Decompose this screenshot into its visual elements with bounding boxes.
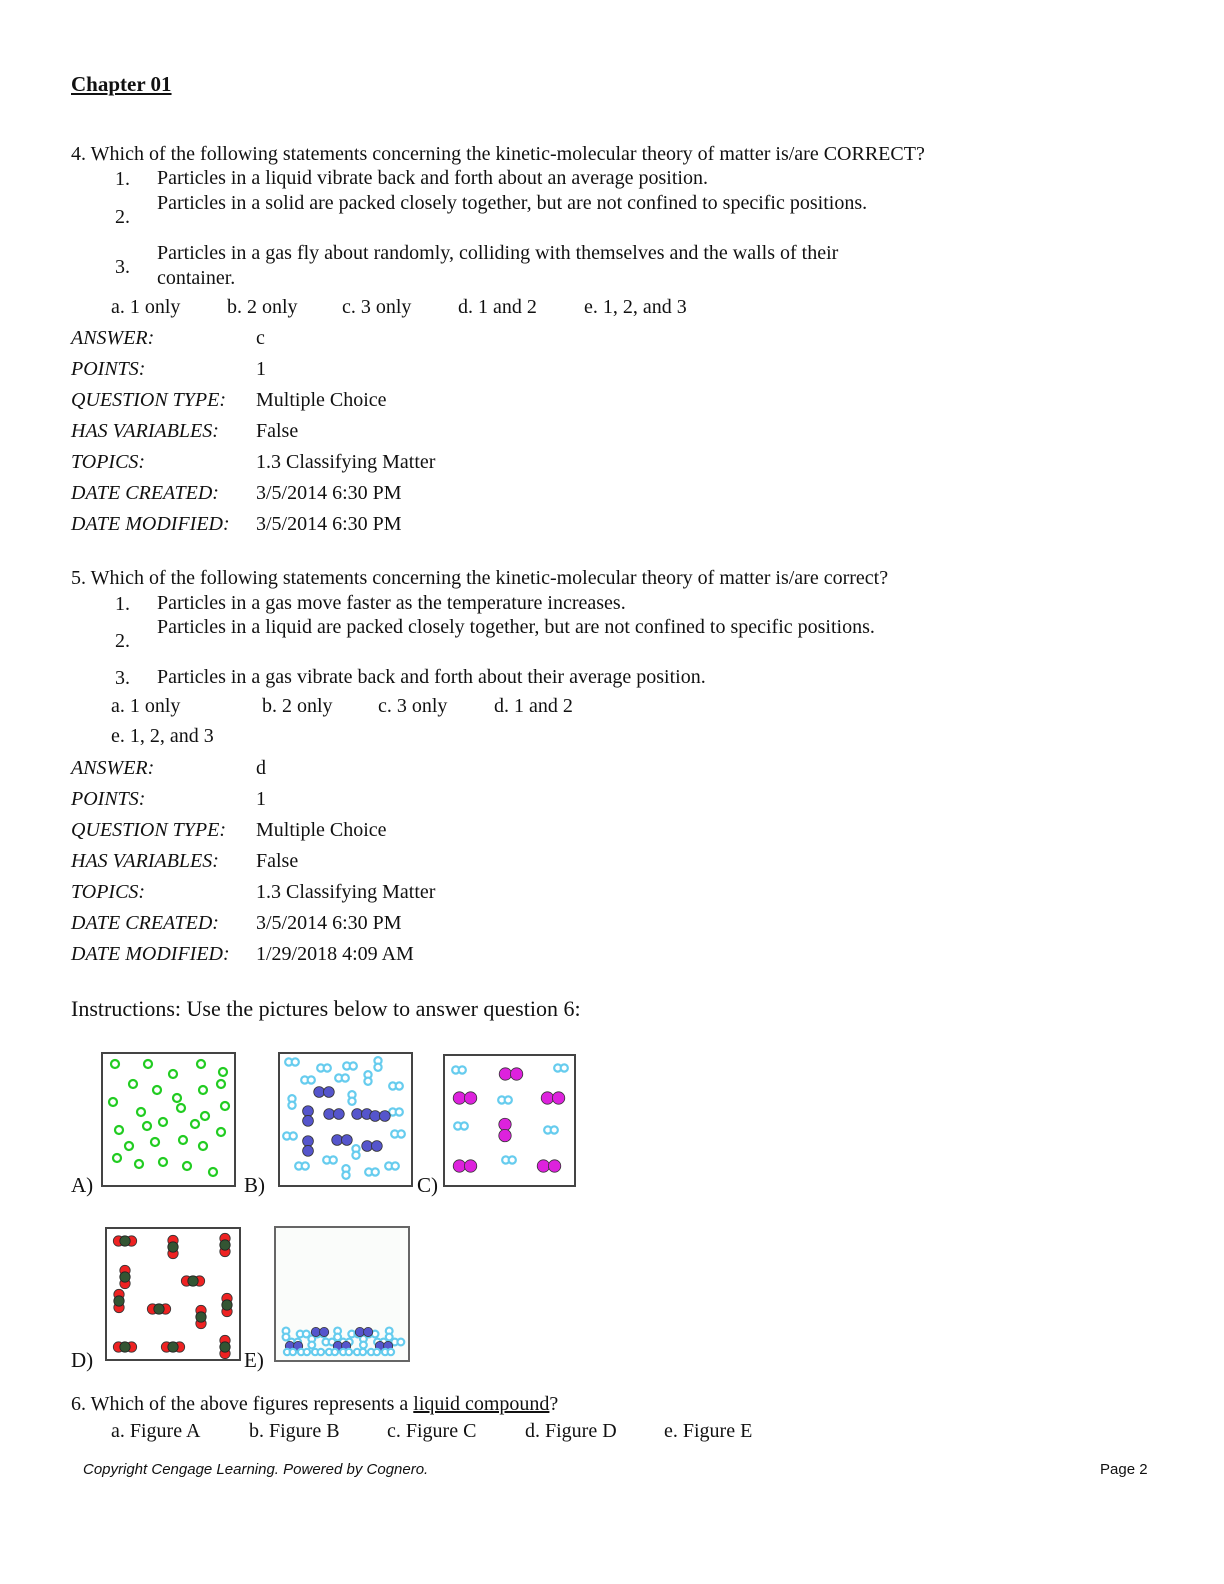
q5-points-label: POINTS: — [71, 788, 146, 810]
dark-blue-molecule — [323, 1087, 334, 1098]
light-blue-molecule — [374, 1349, 380, 1355]
q4-question-type-label: QUESTION TYPE: — [71, 389, 227, 411]
q5-item-3-text: Particles in a gas vibrate back and forth about their average position. — [157, 666, 706, 688]
q6-stem-end: ? — [549, 1393, 559, 1415]
magenta-molecule — [453, 1092, 465, 1104]
dark-blue-molecule — [352, 1109, 363, 1120]
magenta-molecule — [541, 1092, 553, 1104]
figure-d — [105, 1227, 241, 1361]
green-atom — [129, 1080, 137, 1088]
light-blue-molecule — [364, 1078, 371, 1085]
dark-blue-molecule — [355, 1327, 364, 1336]
green-atom — [169, 1070, 177, 1078]
magenta-molecule — [537, 1160, 549, 1172]
green-atom — [144, 1060, 152, 1068]
q4-topics-value: 1.3 Classifying Matter — [256, 451, 436, 473]
dark-atom — [222, 1300, 232, 1310]
dark-atom — [154, 1304, 164, 1314]
instructions-text: Instructions: Use the pictures below to answer question 6: — [71, 996, 581, 1021]
q4-item-1-number: 1. — [115, 168, 130, 190]
q5-topics-label: TOPICS: — [71, 881, 146, 903]
magenta-molecule — [510, 1068, 522, 1080]
light-blue-molecule — [551, 1126, 558, 1133]
q5-date-modified-value: 1/29/2018 4:09 AM — [256, 943, 414, 965]
magenta-molecule — [499, 1118, 511, 1130]
light-blue-molecule — [330, 1156, 337, 1163]
q6-stem-underlined: liquid compound — [413, 1393, 550, 1415]
q6-stem-start: 6. Which of the above figures represents a — [71, 1393, 414, 1415]
light-blue-molecule — [308, 1342, 315, 1349]
dark-blue-molecule — [341, 1135, 352, 1146]
q5-has-variables-value: False — [256, 850, 299, 872]
green-atom — [153, 1086, 161, 1094]
q5-item-1-text: Particles in a gas move faster as the temperature increases. — [157, 592, 626, 614]
dark-atom — [120, 1272, 130, 1282]
q5-item-2-number: 2. — [115, 630, 130, 652]
light-blue-molecule — [505, 1096, 512, 1103]
q4-has-variables-value: False — [256, 420, 299, 442]
dark-atom — [120, 1236, 130, 1246]
light-blue-molecule — [360, 1342, 367, 1349]
dark-blue-molecule — [311, 1327, 320, 1336]
light-blue-molecule — [290, 1132, 297, 1139]
magenta-molecule — [464, 1092, 476, 1104]
q4-item-2-number: 2. — [115, 206, 130, 228]
q4-date-created-value: 3/5/2014 6:30 PM — [256, 482, 402, 504]
q6-choice-c: c. Figure C — [387, 1420, 477, 1442]
light-blue-molecule — [342, 1172, 349, 1179]
q5-choice-c: c. 3 only — [378, 695, 448, 717]
light-blue-molecule — [318, 1349, 324, 1355]
q4-date-created-label: DATE CREATED: — [71, 482, 219, 504]
dark-blue-molecule — [362, 1141, 373, 1152]
green-atom — [115, 1126, 123, 1134]
q6-choice-d: d. Figure D — [525, 1420, 617, 1442]
dark-atom — [188, 1276, 198, 1286]
light-blue-molecule — [509, 1156, 516, 1163]
dark-atom — [220, 1240, 230, 1250]
green-atom — [143, 1122, 151, 1130]
q4-choice-d: d. 1 and 2 — [458, 296, 537, 318]
q4-choice-b: b. 2 only — [227, 296, 298, 318]
figure-a-label: A) — [71, 1173, 94, 1197]
dark-blue-molecule — [303, 1115, 314, 1126]
q5-answer-label: ANSWER: — [71, 757, 155, 779]
green-atom — [199, 1086, 207, 1094]
light-blue-molecule — [374, 1064, 381, 1071]
green-atom — [173, 1094, 181, 1102]
dark-atom — [196, 1312, 206, 1322]
q4-points-value: 1 — [256, 358, 266, 380]
light-blue-molecule — [346, 1349, 352, 1355]
q5-question-type-label: QUESTION TYPE: — [71, 819, 227, 841]
q4-topics-label: TOPICS: — [71, 451, 146, 473]
light-blue-molecule — [397, 1339, 404, 1346]
dark-blue-molecule — [324, 1109, 335, 1120]
q6-choice-b: b. Figure B — [249, 1420, 340, 1442]
question-4-stem: 4. Which of the following statements concerning the kinetic-molecular theory of matter is/are CORRECT? — [71, 143, 925, 165]
light-blue-molecule — [396, 1082, 403, 1089]
green-atom — [199, 1142, 207, 1150]
q4-points-label: POINTS: — [71, 358, 146, 380]
q4-choice-a: a. 1 only — [111, 296, 181, 318]
light-blue-molecule — [308, 1076, 315, 1083]
dark-atom — [220, 1342, 230, 1352]
light-blue-molecule — [372, 1168, 379, 1175]
green-atom — [221, 1102, 229, 1110]
q6-choice-e: e. Figure E — [664, 1420, 753, 1442]
magenta-molecule — [464, 1160, 476, 1172]
q4-item-2-text: Particles in a solid are packed closely together, but are not confined to specific positions. — [157, 192, 868, 214]
q4-item-3-number: 3. — [115, 256, 130, 278]
figure-d-label: D) — [71, 1348, 94, 1372]
green-atom — [125, 1142, 133, 1150]
footer-copyright: Copyright Cengage Learning. Powered by Cognero. — [83, 1461, 429, 1478]
dark-atom — [168, 1242, 178, 1252]
question-5-stem: 5. Which of the following statements concerning the kinetic-molecular theory of matter is/are correct? — [71, 567, 889, 589]
green-atom — [177, 1104, 185, 1112]
light-blue-molecule — [388, 1349, 394, 1355]
q5-choice-a: a. 1 only — [111, 695, 181, 717]
q4-has-variables-label: HAS VARIABLES: — [71, 420, 219, 442]
light-blue-molecule — [348, 1098, 355, 1105]
green-atom — [217, 1128, 225, 1136]
q4-item-1-text: Particles in a liquid vibrate back and forth about an average position. — [157, 167, 708, 189]
q4-answer-label: ANSWER: — [71, 327, 155, 349]
q5-topics-value: 1.3 Classifying Matter — [256, 881, 436, 903]
question-6-stem — [71, 1392, 558, 1416]
light-blue-molecule — [304, 1349, 310, 1355]
light-blue-molecule — [292, 1058, 299, 1065]
dark-blue-molecule — [303, 1145, 314, 1156]
magenta-molecule — [552, 1092, 564, 1104]
green-atom — [209, 1168, 217, 1176]
q5-item-1-number: 1. — [115, 593, 130, 615]
q5-points-value: 1 — [256, 788, 266, 810]
q4-choice-c: c. 3 only — [342, 296, 412, 318]
magenta-molecule — [499, 1068, 511, 1080]
green-atom — [109, 1098, 117, 1106]
light-blue-molecule — [302, 1162, 309, 1169]
dark-blue-molecule — [333, 1109, 344, 1120]
q4-choice-e: e. 1, 2, and 3 — [584, 296, 687, 318]
light-blue-molecule — [332, 1349, 338, 1355]
green-atom — [191, 1120, 199, 1128]
dark-blue-molecule — [332, 1135, 343, 1146]
magenta-molecule — [453, 1160, 465, 1172]
green-atom — [113, 1154, 121, 1162]
q4-item-3-text: Particles in a gas fly about randomly, colliding with themselves and the walls of their container. — [157, 242, 839, 289]
green-atom — [137, 1108, 145, 1116]
q5-has-variables-label: HAS VARIABLES: — [71, 850, 219, 872]
green-atom — [179, 1136, 187, 1144]
green-atom — [201, 1112, 209, 1120]
dark-atom — [168, 1342, 178, 1352]
light-blue-molecule — [350, 1062, 357, 1069]
light-blue-molecule — [398, 1130, 405, 1137]
dark-blue-molecule — [314, 1087, 325, 1098]
magenta-molecule — [499, 1129, 511, 1141]
dark-blue-molecule — [379, 1111, 390, 1122]
light-blue-molecule — [392, 1162, 399, 1169]
q5-date-created-value: 3/5/2014 6:30 PM — [256, 912, 402, 934]
footer-page-number: Page 2 — [1100, 1461, 1148, 1478]
light-blue-molecule — [360, 1349, 366, 1355]
q5-question-type-value: Multiple Choice — [256, 819, 387, 841]
light-blue-molecule — [288, 1102, 295, 1109]
dark-blue-molecule — [320, 1327, 329, 1336]
green-atom — [159, 1118, 167, 1126]
q5-choice-d: d. 1 and 2 — [494, 695, 573, 717]
q5-answer-value: d — [256, 757, 266, 779]
q5-choice-b: b. 2 only — [262, 695, 333, 717]
dark-blue-molecule — [303, 1136, 314, 1147]
green-atom — [183, 1162, 191, 1170]
q4-question-type-value: Multiple Choice — [256, 389, 387, 411]
q5-choice-e: e. 1, 2, and 3 — [111, 725, 214, 747]
figure-c-label: C) — [417, 1173, 438, 1197]
dark-blue-molecule — [364, 1327, 373, 1336]
light-blue-molecule — [396, 1108, 403, 1115]
green-atom — [135, 1160, 143, 1168]
green-atom — [151, 1138, 159, 1146]
figure-e-label: E) — [244, 1348, 264, 1372]
light-blue-molecule — [324, 1064, 331, 1071]
q5-item-3-number: 3. — [115, 667, 130, 689]
figure-c — [443, 1054, 576, 1187]
figure-e — [274, 1226, 410, 1362]
q5-date-created-label: DATE CREATED: — [71, 912, 219, 934]
chapter-title: Chapter 01 — [71, 72, 172, 96]
q4-date-modified-value: 3/5/2014 6:30 PM — [256, 513, 402, 535]
light-blue-molecule — [290, 1349, 296, 1355]
light-blue-molecule — [342, 1074, 349, 1081]
q5-item-2-text: Particles in a liquid are packed closely together, but are not confined to specific positions. — [157, 616, 875, 638]
dark-blue-molecule — [371, 1141, 382, 1152]
light-blue-molecule — [461, 1122, 468, 1129]
q4-date-modified-label: DATE MODIFIED: — [71, 513, 230, 535]
light-blue-molecule — [352, 1152, 359, 1159]
q5-date-modified-label: DATE MODIFIED: — [71, 943, 230, 965]
figure-b-label: B) — [244, 1173, 265, 1197]
magenta-molecule — [548, 1160, 560, 1172]
green-atom — [197, 1060, 205, 1068]
q4-answer-value: c — [256, 327, 265, 349]
dark-blue-molecule — [370, 1111, 381, 1122]
green-atom — [219, 1068, 227, 1076]
green-atom — [217, 1080, 225, 1088]
light-blue-molecule — [561, 1064, 568, 1071]
dark-atom — [120, 1342, 130, 1352]
figure-b — [278, 1052, 413, 1187]
q6-choice-a: a. Figure A — [111, 1420, 201, 1442]
figure-a — [101, 1052, 236, 1187]
dark-blue-molecule — [303, 1106, 314, 1117]
green-atom — [159, 1158, 167, 1166]
dark-atom — [114, 1296, 124, 1306]
green-atom — [111, 1060, 119, 1068]
light-blue-molecule — [459, 1066, 466, 1073]
